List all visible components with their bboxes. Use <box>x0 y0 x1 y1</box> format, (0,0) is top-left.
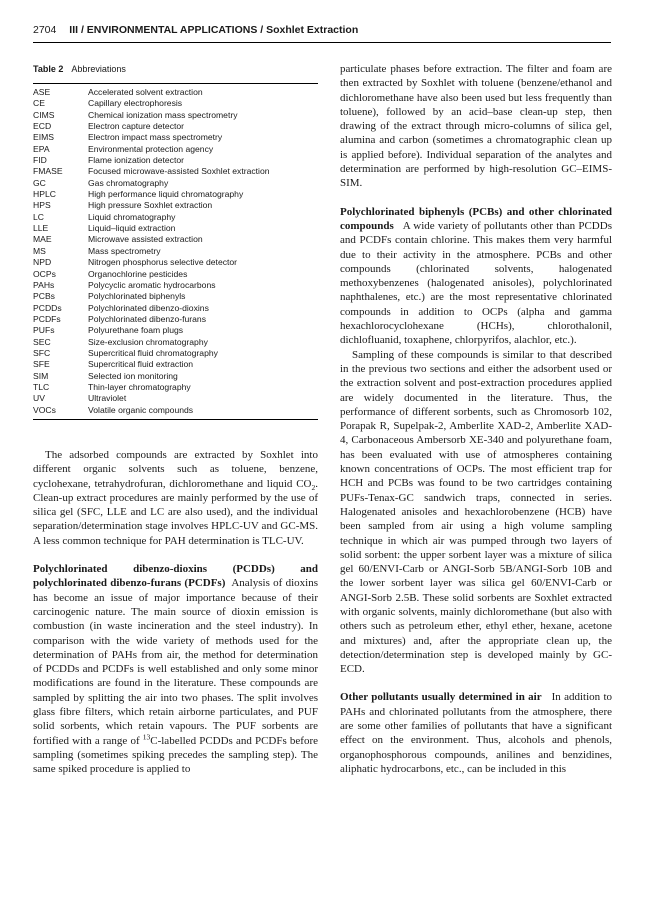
abbreviation-cell: CIMS <box>33 109 55 120</box>
abbreviation-cell: LLE <box>33 223 49 234</box>
abbreviation-cell: VOCs <box>33 404 56 415</box>
abbreviation-cell: LC <box>33 211 44 222</box>
table-row <box>33 393 318 404</box>
definition-cell: Polychlorinated biphenyls <box>88 291 186 302</box>
abbreviation-cell: SFC <box>33 347 51 358</box>
table-row <box>33 280 318 291</box>
definition-cell: High performance liquid chromatography <box>88 189 244 200</box>
section-heading-pcbs: Polychlorinated biphenyls (PCBs) and other chlorinated compounds <box>340 205 612 232</box>
section-heading-other: Other pollutants usually determined in air <box>340 691 542 704</box>
table-row <box>33 178 318 189</box>
table-row <box>33 84 318 99</box>
definition-cell: Mass spectrometry <box>88 245 161 256</box>
right-paragraph-2: Polychlorinated biphenyls (PCBs) and other chlorinated compounds A wide variety of pollutants other than PCDDs and PCDFs contain chlorine. This makes them very harmful due to their activity in the atmosphere. PCBs and other compounds (chlorinated solvents, halogenated methoxybenzenes (halogenated anisoles), polychlorinated naphthalenes, etc.) are the most representative chlorinated compounds in addition to OCPs (alpha and gamma hexachlorocyclohexane (HCHs), chlorothalonil, dichlofluanid, toxaphene, chlorpyrifos, alachlor, etc.). <box>340 205 612 347</box>
abbreviation-cell: PCBs <box>33 291 55 302</box>
running-title: III / ENVIRONMENTAL APPLICATIONS / Soxhlet Extraction <box>69 24 359 36</box>
table-row <box>33 325 318 336</box>
abbreviation-cell: MS <box>33 245 46 256</box>
table-caption <box>33 64 318 74</box>
right-paragraph-1: particulate phases before extraction. The filter and foam are then extracted by Soxhlet with toluene (benzene/ethanol and dichloromethane have also been used but less frequently than toluene), followed by an acid–base clean-up step, then drawing of the extract through micro-columns of silica gel, alumina and carbon (sometimes a chromatographic clean up is applied before). Individual separation of the analytes and determination are performed by high-resolution GC–EIMS-SIM. <box>340 63 612 190</box>
abbreviation-cell: PAHs <box>33 279 55 290</box>
table-row <box>33 121 318 132</box>
table-row <box>33 166 318 177</box>
table-row <box>33 405 318 420</box>
abbreviation-cell: FMASE <box>33 166 63 177</box>
left-paragraph-2: Polychlorinated dibenzo-dioxins (PCDDs) and polychlorinated dibenzo-furans (PCDFs) Analysis of dioxins has become an issue of major importance because of their carcinogenic nature. The main source of dioxin emission is combustion (in waste incineration and the steel industry). In comparison with the wide variety of methods used for the determination of PAHs from air, the method for determination of PCDDs and PCDFs is well established and only some minor modifications are found in the literature. These compounds are sampled by splitting the air into two phases. The split involves glass fibre filters, which retain airborne particulates, and PUF solid sorbents, which retain vapours. The PUF sorbents are fortified with a range of $^{13}$C-labelled PCDDs and PCDFs before sampling (sometimes spiking precedes the sampling step). The same spiked procedure is applied to <box>33 563 318 776</box>
table-row <box>33 98 318 109</box>
definition-cell: Ultraviolet <box>88 393 127 404</box>
definition-cell: Liquid chromatography <box>88 211 176 222</box>
abbreviation-cell: TLC <box>33 381 50 392</box>
table-row <box>33 337 318 348</box>
definition-cell: Nitrogen phosphorus selective detector <box>88 257 238 268</box>
abbreviation-cell: EIMS <box>33 132 55 143</box>
table-row <box>33 382 318 393</box>
table-row <box>33 314 318 325</box>
abbreviation-cell: CE <box>33 98 45 109</box>
table-label: Table 2 <box>33 64 64 74</box>
definition-cell: Environmental protection agency <box>88 143 214 154</box>
abbreviation-cell: EPA <box>33 143 50 154</box>
definition-cell: Gas chromatography <box>88 177 169 188</box>
right-paragraph-4: Other pollutants usually determined in air In addition to PAHs and chlorinated pollutants from the atmosphere, there are some other families of pollutants that have a significant effect on the environment. Thus, alcohols and phenols, organophosphorous compounds, anilines and benzidines, aliphatic hydrocarbons, etc., can be included in this <box>340 691 613 775</box>
abbreviation-cell: SFE <box>33 359 50 370</box>
abbreviation-cell: PCDFs <box>33 313 61 324</box>
definition-cell: Accelerated solvent extraction <box>88 87 203 97</box>
table-row <box>33 200 318 211</box>
definition-cell: Supercritical fluid chromatography <box>88 347 218 358</box>
table-row <box>33 257 318 268</box>
table-row <box>33 234 318 245</box>
abbreviation-cell: ECD <box>33 121 52 132</box>
abbreviation-cell: OCPs <box>33 268 56 279</box>
header-rule <box>33 42 611 43</box>
abbreviations-table <box>33 83 318 420</box>
definition-cell: Selected ion monitoring <box>88 370 178 381</box>
abbreviation-cell: UV <box>33 393 45 404</box>
right-paragraph-3: Sampling of these compounds is similar to that described in the previous two sections and either the adsorbent used or the extraction solvent and post-extraction procedures applied are widely documented in the literature. Thus, the performance of different sorbents, such as Chromosorb 102, Porapak R, Supelpak-2, Amberlite XAD-2, Amberlite XAD-4, Carbonaceous Ambersorb XE-340 and polyurethane foam, has been evaluated with use of atmospheres containing known concentrations of OCPs. The most efficient trap for HCH and PCBs was found to be two cartridges containing PUFs-Tenax-GC sandwich traps, connected in series. Halogenated anisoles and hexachlorobenzene (HCB) have been sampled from air using a high volume sampling technique in which air was pumped through two layers of solid sorbent: the upper sorbent layer was a mixture of silica gel 60/ENVI-Carb or ANGI-Sorb 5B/ANGI-Sorb 10B and the lower sorbent layer was silica gel 60/ENVI-Carb or ANGI-Sorb 2.5B. These solid sorbents are Soxhlet extracted with organic solvents, mainly dichloromethane (but also with others such as petroleum ether, ethyl ether, hexane, acetone and mixtures) and, after the appropriate clean up, the detection/determination step is developed mainly by GC-ECD. <box>340 348 612 676</box>
page-number: 2704 <box>33 24 57 36</box>
definition-cell: Liquid–liquid extraction <box>88 223 176 234</box>
definition-cell: Organochlorine pesticides <box>88 268 188 279</box>
abbreviation-cell: SIM <box>33 370 49 381</box>
table-row <box>33 132 318 143</box>
abbreviation-cell: SEC <box>33 336 51 347</box>
abbreviation-cell: NPD <box>33 257 52 268</box>
table-row <box>33 155 318 166</box>
definition-cell: Polyurethane foam plugs <box>88 325 184 336</box>
table-row <box>33 223 318 234</box>
definition-cell: Capillary electrophoresis <box>88 98 183 109</box>
table-row <box>33 189 318 200</box>
table-row <box>33 144 318 155</box>
table-row <box>33 371 318 382</box>
abbreviation-cell: HPS <box>33 200 51 211</box>
definition-cell: High pressure Soxhlet extraction <box>88 200 213 211</box>
section-heading-dioxins: Polychlorinated dibenzo-dioxins (PCDDs) and polychlorinated dibenzo-furans (PCDFs) <box>33 563 318 590</box>
table-row <box>33 110 318 121</box>
definition-cell: Polychlorinated dibenzo-dioxins <box>88 302 209 313</box>
table-row <box>33 212 318 223</box>
definition-cell: Electron impact mass spectrometry <box>88 132 223 143</box>
definition-cell: Chemical ionization mass spectrometry <box>88 109 238 120</box>
left-column <box>33 60 318 777</box>
abbreviation-cell: FID <box>33 155 47 166</box>
definition-cell: Electron capture detector <box>88 121 185 132</box>
abbreviation-cell: PCDDs <box>33 302 62 313</box>
table-row <box>33 291 318 302</box>
table-row <box>33 303 318 314</box>
table-row <box>33 359 318 370</box>
definition-cell: Polycyclic aromatic hydrocarbons <box>88 279 216 290</box>
abbreviation-cell: MAE <box>33 234 52 245</box>
definition-cell: Size-exclusion chromatography <box>88 336 208 347</box>
abbreviation-cell: HPLC <box>33 189 56 200</box>
definition-cell: Supercritical fluid extraction <box>88 359 194 370</box>
table-title: Abbreviations <box>71 64 126 74</box>
definition-cell: Thin-layer chromatography <box>88 381 191 392</box>
abbreviation-cell: GC <box>33 177 46 188</box>
definition-cell: Microwave assisted extraction <box>88 234 203 245</box>
right-column <box>340 62 612 776</box>
abbreviation-cell: ASE <box>33 87 51 97</box>
definition-cell: Flame ionization detector <box>88 155 185 166</box>
definition-cell: Focused microwave-assisted Soxhlet extraction <box>88 166 270 177</box>
table-row <box>33 246 318 257</box>
abbreviation-cell: PUFs <box>33 325 55 336</box>
definition-cell: Polychlorinated dibenzo-furans <box>88 313 206 324</box>
table-row <box>33 348 318 359</box>
definition-cell: Volatile organic compounds <box>88 404 194 415</box>
left-paragraph-1: The adsorbed compounds are extracted by Soxhlet into different organic solvents such as toluene, benzene, cyclohexane, tetrahydrofuran, dichloromethane and liquid $CO_2$. Clean-up extract procedures are mainly performed by the use of silica gel (SFC, LLE and LC are also used), and the individual separation/determination stage involves HPLC-UV and GC-MS. A less common technique for PAH determination is TLC-UV. <box>33 448 318 547</box>
running-header <box>33 24 633 42</box>
table-row <box>33 269 318 280</box>
